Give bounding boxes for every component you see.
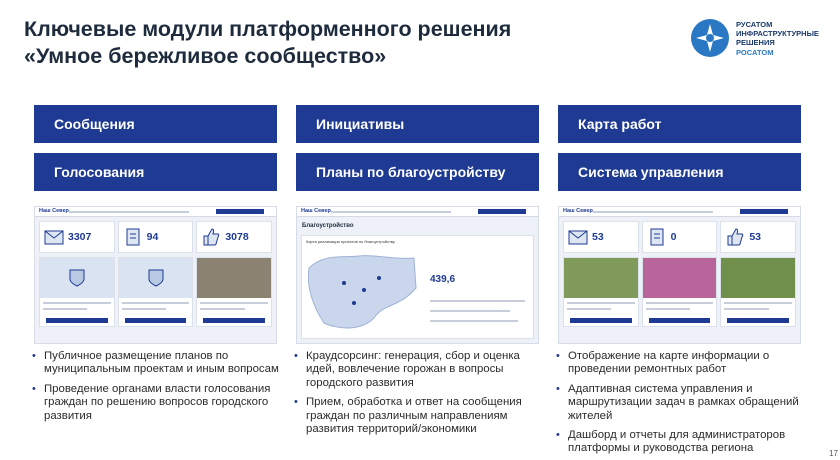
list-item bbox=[39, 257, 115, 327]
thumbs-up-icon bbox=[725, 228, 745, 246]
module-management-system[interactable]: Система управления bbox=[558, 153, 801, 191]
bullets-messages-voting bbox=[30, 350, 288, 429]
stat-value: 53 bbox=[749, 231, 762, 243]
region-map-icon bbox=[304, 248, 424, 338]
screenshot-works-map bbox=[558, 206, 801, 344]
list-item bbox=[642, 257, 718, 327]
slide-title bbox=[24, 16, 511, 70]
nav-button bbox=[478, 209, 526, 214]
list-item: • Краудсорсинг: генерация, сбор и оценка идей, вовлечение горожан в вопросы городского развития bbox=[292, 350, 550, 390]
list-item bbox=[563, 257, 639, 327]
nav-links bbox=[331, 211, 451, 213]
logo-line-3: РЕШЕНИЯ bbox=[736, 37, 775, 47]
map-panel bbox=[301, 235, 534, 339]
stat-card bbox=[720, 221, 796, 253]
screen-brand: Наш Север bbox=[563, 208, 593, 214]
envelope-icon bbox=[44, 228, 64, 246]
rusatom-logo bbox=[690, 18, 819, 58]
cards-row bbox=[563, 257, 796, 327]
list-item: • Публичное размещение планов по муниципальным проектам и иным вопросам bbox=[30, 350, 288, 377]
stats-row bbox=[563, 221, 796, 253]
screen-brand: Наш Север bbox=[39, 208, 69, 214]
stat-card bbox=[563, 221, 639, 253]
bullets-initiatives bbox=[292, 350, 550, 442]
screen-page-title: Благоустройство bbox=[302, 223, 354, 229]
stat-value: 3078 bbox=[225, 231, 249, 243]
logo-text bbox=[736, 20, 819, 57]
screen-nav bbox=[297, 207, 538, 217]
list-item: • Отображение на карте информации о проведении ремонтных работ bbox=[554, 350, 824, 377]
stat-card bbox=[118, 221, 194, 253]
logo-line-2: ИНФРАСТРУКТУРНЫЕ bbox=[736, 28, 819, 38]
stat-value: 3307 bbox=[68, 231, 92, 243]
stat-card bbox=[196, 221, 272, 253]
city-crest-icon bbox=[147, 269, 165, 287]
stat-card bbox=[39, 221, 115, 253]
stat-value: 0 bbox=[670, 231, 677, 243]
module-improvement-plans[interactable]: Планы по благоустройству bbox=[296, 153, 539, 191]
thumbs-up-icon bbox=[201, 228, 221, 246]
screen-nav bbox=[35, 207, 276, 217]
envelope-icon bbox=[568, 228, 588, 246]
screenshot-messages bbox=[34, 206, 277, 344]
atom-logo-icon bbox=[690, 18, 730, 58]
list-item: • Проведение органами власти голосования граждан по решению вопросов городского развития bbox=[30, 383, 288, 423]
list-item: • Дашборд и отчеты для администраторов платформы и руководства региона bbox=[554, 429, 824, 456]
document-icon bbox=[123, 228, 143, 246]
stat-value: 94 bbox=[146, 231, 159, 243]
city-crest-icon bbox=[68, 269, 86, 287]
screen-nav bbox=[559, 207, 800, 217]
stat-card bbox=[642, 221, 718, 253]
nav-links bbox=[593, 211, 713, 213]
logo-line-1: РУСАТОМ bbox=[736, 19, 773, 29]
logo-line-4: РОСАТОМ bbox=[736, 47, 774, 57]
map-title: Карта реализации проектов по благоустройству bbox=[306, 239, 395, 244]
list-item bbox=[720, 257, 796, 327]
screen-brand: Наш Север bbox=[301, 208, 331, 214]
nav-button bbox=[216, 209, 264, 214]
screenshot-improvement bbox=[296, 206, 539, 344]
page-number: 17 bbox=[829, 449, 838, 458]
nav-links bbox=[69, 211, 189, 213]
stats-row bbox=[39, 221, 272, 253]
title-line-1: Ключевые модули платформенного решения bbox=[24, 17, 512, 41]
nav-button bbox=[740, 209, 788, 214]
stat-value: 53 bbox=[592, 231, 604, 243]
list-item bbox=[118, 257, 194, 327]
list-item bbox=[196, 257, 272, 327]
cards-row bbox=[39, 257, 272, 327]
map-stat-value: 439,6 bbox=[430, 274, 456, 285]
list-item: • Прием, обработка и ответ на сообщения граждан по различным направлениям развития территорий/экономики bbox=[292, 396, 550, 436]
list-item: • Адаптивная система управления и маршрутизации задач в рамках обращений жителей bbox=[554, 383, 824, 423]
module-voting[interactable]: Голосования bbox=[34, 153, 277, 191]
bullets-works-map bbox=[554, 350, 824, 460]
module-works-map[interactable]: Карта работ bbox=[558, 105, 801, 143]
document-icon bbox=[647, 228, 667, 246]
module-messages[interactable]: Сообщения bbox=[34, 105, 277, 143]
title-line-2: «Умное бережливое сообщество» bbox=[24, 44, 387, 68]
module-initiatives[interactable]: Инициативы bbox=[296, 105, 539, 143]
